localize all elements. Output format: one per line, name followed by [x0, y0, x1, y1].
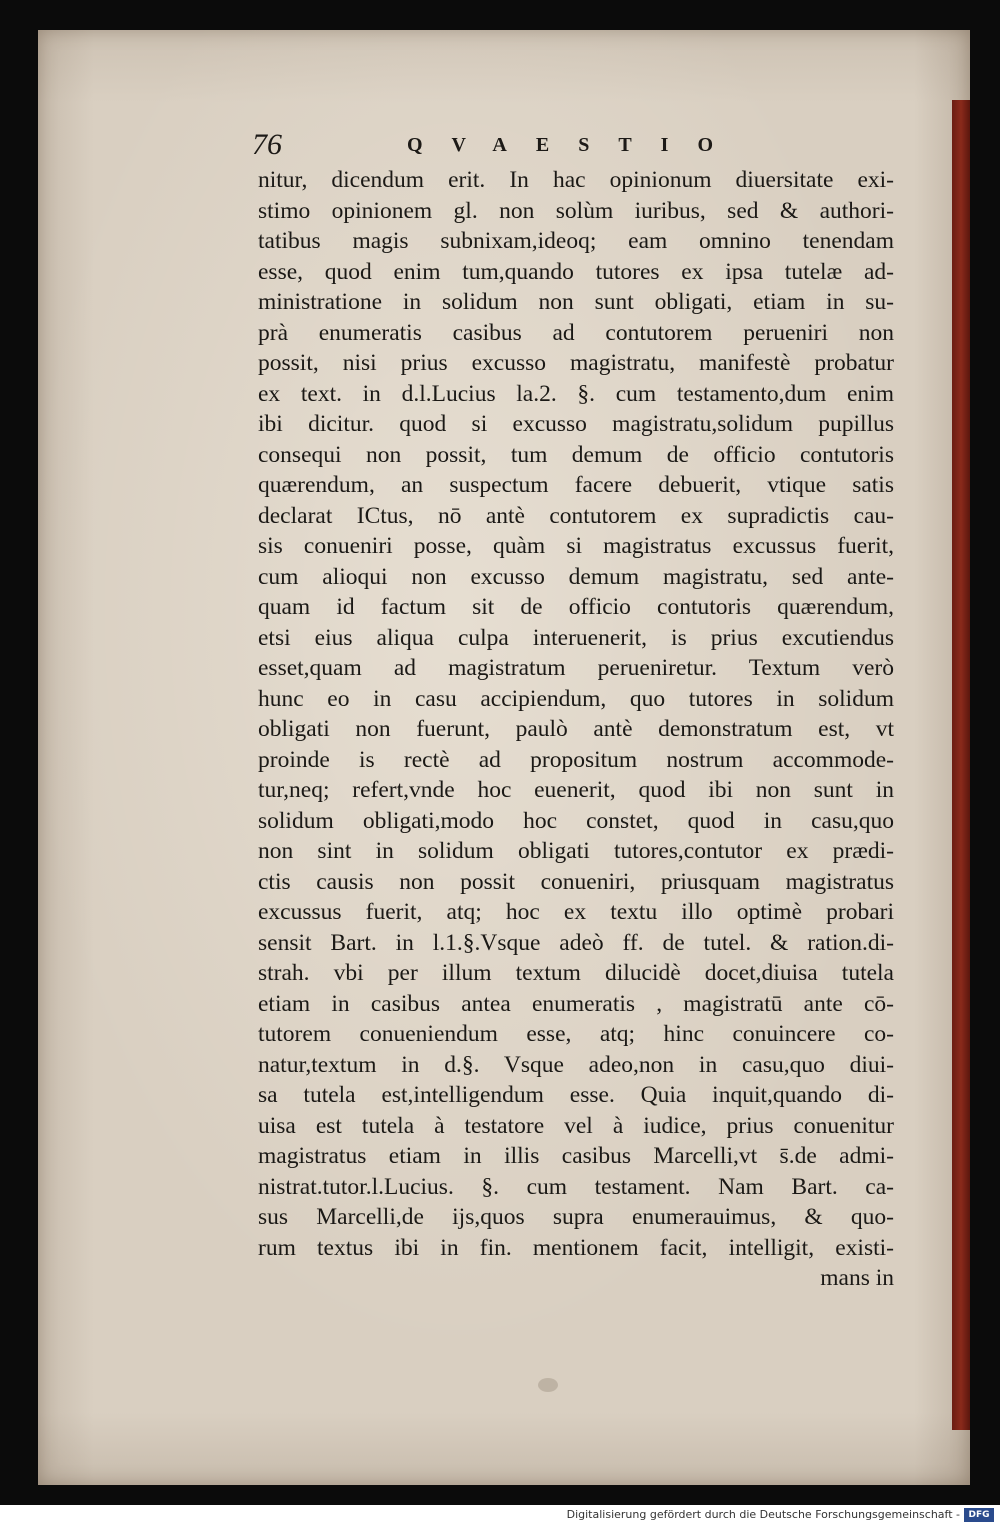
- text-line: prà enumeratis casibus ad contutorem perueniri non: [258, 319, 894, 346]
- footer-bar: [0, 1505, 1000, 1526]
- ink-smudge: [538, 1378, 558, 1392]
- text-line: sensit Bart. in l.1.§.Vsque adeò ff. de tutel. & ration.di-: [258, 929, 894, 956]
- catchword: mans in: [820, 1265, 894, 1291]
- text-line: strah. vbi per illum textum dilucidè docet,diuisa tutela: [258, 960, 894, 986]
- text-line: etiam in casibus antea enumeratis , magistratū ante cō-: [258, 990, 894, 1017]
- text-line: tatibus magis subnixam,ideoq; eam omnino tenendam: [258, 228, 894, 254]
- page-number: 76: [252, 128, 282, 161]
- text-line: cum alioqui non excusso demum magistratu, sed ante-: [258, 563, 894, 590]
- text-line: esset,quam ad magistratum perueniretur. Textum verò: [258, 655, 894, 681]
- text-line: esse, quod enim tum,quando tutores ex ipsa tutelæ ad-: [258, 258, 894, 285]
- text-line: tutorem conueniendum esse, atq; hinc conuincere co-: [258, 1021, 894, 1047]
- red-page-edge: [952, 100, 970, 1430]
- text-line: uisa est tutela à testatore vel à iudice, prius conuenitur: [258, 1112, 894, 1139]
- text-line: quærendum, an suspectum facere debuerit, vtique satis: [258, 472, 894, 498]
- text-line: proinde is rectè ad propositum nostrum accommode-: [258, 746, 894, 773]
- text-line: quam id factum sit de officio contutoris quærendum,: [258, 594, 894, 620]
- text-line: ex text. in d.l.Lucius la.2. §. cum testamento,dum enim: [258, 380, 894, 407]
- text-line: ctis causis non possit conueniri, priusquam magistratus: [258, 868, 894, 895]
- text-line: sis conueniri posse, quàm si magistratus excussus fuerit,: [258, 533, 894, 559]
- text-line: rum textus ibi in fin. mentionem facit, intelligit, existi-: [258, 1234, 894, 1261]
- text-line: declarat ICtus, nō antè contutorem ex supradictis cau-: [258, 502, 894, 529]
- text-line: stimo opinionem gl. non solùm iuribus, sed & authori-: [258, 197, 894, 224]
- text-line: natur,textum in d.§. Vsque adeo,non in casu,quo diui-: [258, 1051, 894, 1078]
- text-line: possit, nisi prius excusso magistratu, manifestè probatur: [258, 350, 894, 376]
- running-head-title: QVAESTIO: [407, 134, 743, 156]
- text-line: magistratus etiam in illis casibus Marcelli,vt s̄.de admi-: [258, 1143, 894, 1169]
- running-head: [252, 128, 772, 164]
- text-line: consequi non possit, tum demum de officio contutoris: [258, 441, 894, 468]
- text-line: ministratione in solidum non sunt obligati, etiam in su-: [258, 289, 894, 315]
- text-line: hunc eo in casu accipiendum, quo tutores in solidum: [258, 685, 894, 712]
- dfg-logo: DFG: [964, 1508, 994, 1522]
- text-line: solidum obligati,modo hoc constet, quod in casu,quo: [258, 807, 894, 834]
- text-line: non sint in solidum obligati tutores,contutor ex prædi-: [258, 838, 894, 864]
- text-line: sa tutela est,intelligendum esse. Quia inquit,quando di-: [258, 1082, 894, 1108]
- body-text: [258, 165, 894, 1294]
- text-line: obligati non fuerunt, paulò antè demonstratum est, vt: [258, 716, 894, 742]
- text-line: nistrat.tutor.l.Lucius. §. cum testament. Nam Bart. ca-: [258, 1173, 894, 1200]
- text-line: ibi dicitur. quod si excusso magistratu,solidum pupillus: [258, 411, 894, 437]
- text-line: tur,neq; refert,vnde hoc euenerit, quod ibi non sunt in: [258, 777, 894, 803]
- text-line: excussus fuerit, atq; hoc ex textu illo optimè probari: [258, 899, 894, 925]
- text-line: etsi eius aliqua culpa interuenerit, is prius excutiendus: [258, 624, 894, 651]
- footer-credit: Digitalisierung gefördert durch die Deutsche Forschungsgemeinschaft -: [566, 1508, 960, 1521]
- text-line: sus Marcelli,de ijs,quos supra enumerauimus, & quo-: [258, 1204, 894, 1230]
- text-line: nitur, dicendum erit. In hac opinionum diuersitate exi-: [258, 167, 894, 193]
